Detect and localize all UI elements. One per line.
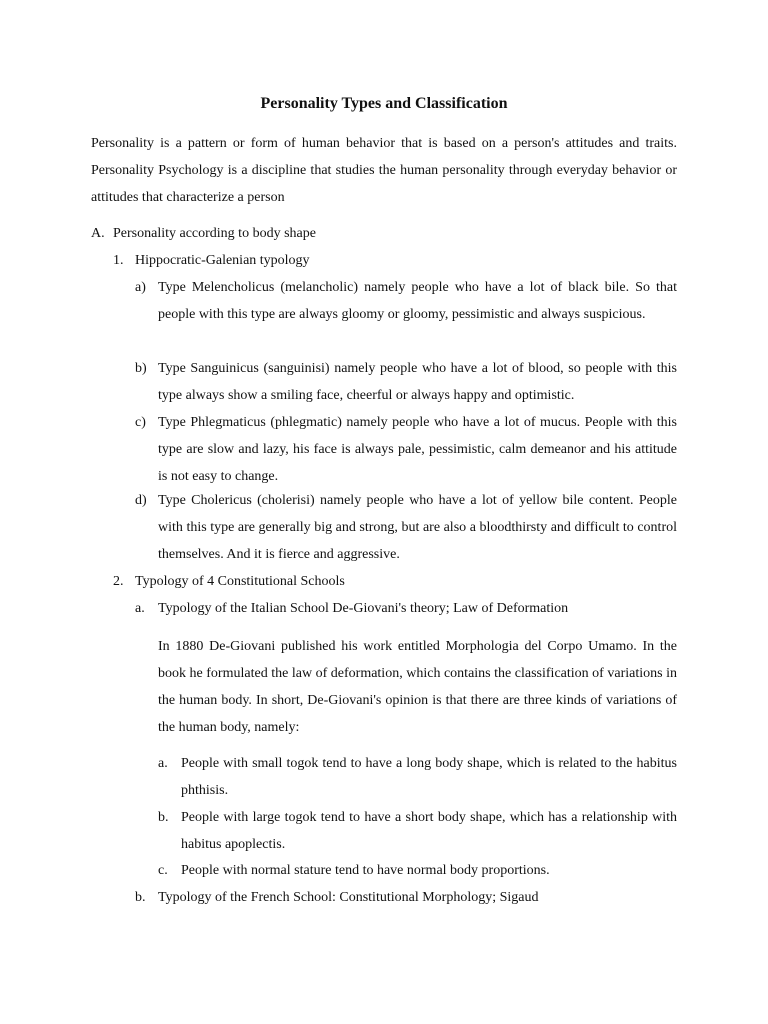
sub-b-marker: b. [135, 890, 146, 905]
item-1-marker: 1. [113, 253, 124, 268]
sub-a-heading: Typology of the Italian School De-Giovani's theory; Law of Deformation [158, 601, 569, 616]
document-title: Personality Types and Classification [260, 95, 508, 112]
type-b-marker: b) [135, 361, 147, 376]
sub-a-marker: a. [135, 601, 145, 616]
item-1-heading: Hippocratic-Galenian typology [135, 253, 310, 268]
type-a-marker: a) [135, 280, 146, 295]
type-a-text: Type Melencholicus (melancholic) namely people who have a lot of black bile. So that people with this type are always gloomy or gloomy, pessimistic and always suspicious. [158, 280, 677, 322]
de-giovani-paragraph: In 1880 De-Giovani published his work entitled Morphologia del Corpo Umamo. In the book he formulated the law of deformation, which contains the classification of variations in the human body. In short, De-Giovani's opinion is that there are three kinds of variations of the human body, namely: [158, 639, 677, 735]
variation-b-marker: b. [158, 810, 169, 825]
variation-c-marker: c. [158, 863, 168, 878]
item-2-marker: 2. [113, 574, 124, 589]
section-a-marker: A. [91, 226, 105, 241]
item-2-heading: Typology of 4 Constitutional Schools [135, 574, 345, 589]
variation-b-text: People with large togok tend to have a short body shape, which has a relationship with habitus apoplectis. [181, 810, 677, 852]
type-d-text: Type Cholericus (cholerisi) namely people who have a lot of yellow bile content. People with this type are generally big and strong, but are also a bloodthirsty and difficult to control themselves. And it is fierce and aggressive. [158, 493, 677, 562]
variation-c-text: People with normal stature tend to have normal body proportions. [181, 863, 550, 878]
variation-a-marker: a. [158, 756, 168, 771]
type-c-text: Type Phlegmaticus (phlegmatic) namely people who have a lot of mucus. People with this type are slow and lazy, his face is always pale, pessimistic, calm demeanor and his attitude is not easy to change. [158, 415, 677, 484]
section-a-heading: Personality according to body shape [113, 226, 316, 241]
variation-a-text: People with small togok tend to have a long body shape, which is related to the habitus phthisis. [181, 756, 677, 798]
sub-b-heading: Typology of the French School: Constitutional Morphology; Sigaud [158, 890, 539, 905]
type-b-text: Type Sanguinicus (sanguinisi) namely people who have a lot of blood, so people with this type always show a smiling face, cheerful or always happy and optimistic. [158, 361, 677, 403]
type-c-marker: c) [135, 415, 146, 430]
type-d-marker: d) [135, 493, 147, 508]
intro-paragraph: Personality is a pattern or form of human behavior that is based on a person's attitudes and traits. Personality Psychology is a discipline that studies the human personality through everyday behavior or attitudes that characterize a person [91, 136, 677, 205]
